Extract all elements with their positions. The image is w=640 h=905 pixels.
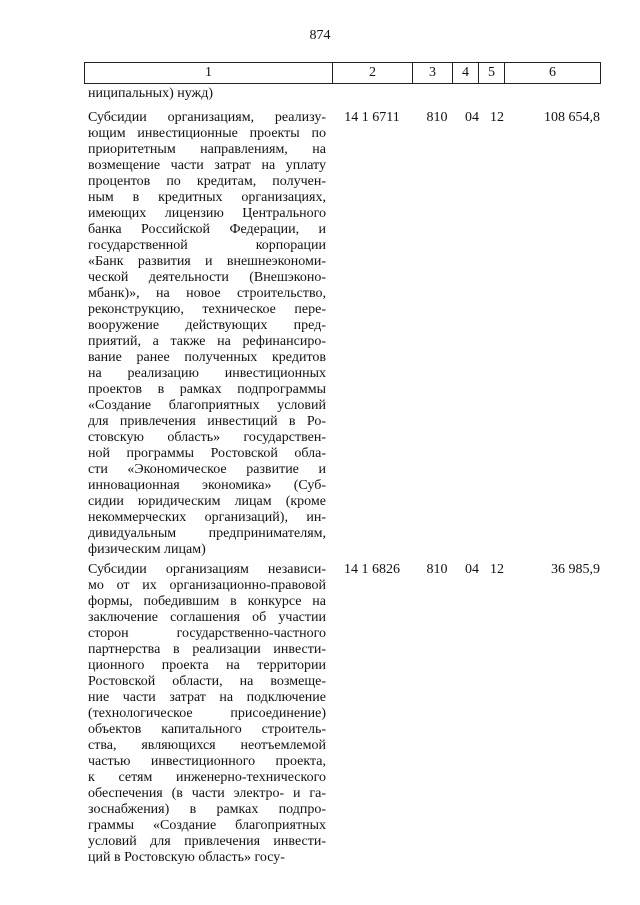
row-col5: 12 — [490, 562, 504, 577]
description-line: физическим лицам) — [88, 542, 206, 557]
description-line: стовскую область» государствен- — [88, 430, 326, 445]
description-line: ным в кредитных организациях, — [88, 190, 326, 205]
row-col3: 810 — [426, 110, 448, 125]
description-line: ционного проекта на территории — [88, 658, 326, 673]
description-line: партнерства в реализации инвести- — [88, 642, 326, 657]
description-line: Субсидии организациям, реализу- — [88, 110, 326, 125]
budget-table-body — [84, 86, 604, 866]
row-description-text — [88, 110, 326, 558]
description-line: (технологическое присоединение) — [88, 706, 326, 721]
continuation-text: ниципальных) нужд) — [88, 86, 213, 101]
description-line: возмещение части затрат на уплату — [88, 158, 326, 173]
description-line: к сетям инженерно-технического — [88, 770, 326, 785]
description-line: вооружение действующих пред- — [88, 318, 326, 333]
column-header-table — [84, 62, 601, 84]
description-line: объектов капитального строитель- — [88, 722, 326, 737]
description-line: «Создание благоприятных условий — [88, 398, 326, 413]
column-header-3: 3 — [413, 63, 453, 84]
description-line: дивидуальным предпринимателям, — [88, 526, 326, 541]
row-description — [84, 562, 326, 866]
description-line: «Банк развития и внешнеэкономи- — [88, 254, 326, 269]
row-col5: 12 — [490, 110, 504, 125]
row-amount: 36 985,9 — [551, 562, 600, 577]
description-line: сидии юридическим лицам (кроме — [88, 494, 326, 509]
description-line: мо от их организационно-правовой — [88, 578, 326, 593]
description-line: сторон государственно-частного — [88, 626, 326, 641]
row-code: 14 1 6826 — [344, 562, 400, 577]
description-line: имеющих лицензию Центрального — [88, 206, 326, 221]
description-line: частью инвестиционного проекта, — [88, 754, 326, 769]
description-line: процентов по кредитам, получен- — [88, 174, 326, 189]
description-line: приоритетным направлениям, на — [88, 142, 326, 157]
row-col3: 810 — [426, 562, 448, 577]
description-line: ций в Ростовскую область» госу- — [88, 850, 285, 865]
column-header-row — [85, 63, 601, 84]
column-header-5: 5 — [479, 63, 505, 84]
description-line: некоммерческих организаций), ин- — [88, 510, 326, 525]
row-col4: 04 — [465, 562, 479, 577]
page-number: 874 — [309, 28, 331, 43]
continuation-row — [84, 86, 604, 106]
description-line: государственной корпорации — [88, 238, 326, 253]
description-line: инновационная экономика» (Суб- — [88, 478, 326, 493]
description-line: для привлечения инвестиций в Ро- — [88, 414, 326, 429]
description-line: ства, являющихся неотъемлемой — [88, 738, 326, 753]
description-line: ческой деятельности (Внешэконо- — [88, 270, 326, 285]
row-description — [84, 110, 326, 558]
description-line: Субсидии организациям независи- — [88, 562, 326, 577]
row-description-text — [88, 562, 326, 866]
description-line: приятий, а также на рефинансиро- — [88, 334, 326, 349]
column-header-6: 6 — [505, 63, 601, 84]
description-line: обеспечения (в части электро- и га- — [88, 786, 326, 801]
description-line: условий для привлечения инвести- — [88, 834, 326, 849]
description-line: формы, победившим в конкурсе на — [88, 594, 326, 609]
description-line: вание ранее полученных кредитов — [88, 350, 326, 365]
column-header-1: 1 — [85, 63, 333, 84]
description-line: реконструкцию, техническое пере- — [88, 302, 326, 317]
description-line: граммы «Создание благоприятных — [88, 818, 326, 833]
row-amount: 108 654,8 — [544, 110, 600, 125]
description-line: ние части затрат на подключение — [88, 690, 326, 705]
description-line: банка Российской Федерации, и — [88, 222, 326, 237]
description-line: мбанк)», на новое строительство, — [88, 286, 326, 301]
table-row — [84, 110, 604, 562]
table-row — [84, 562, 604, 866]
column-header-4: 4 — [453, 63, 479, 84]
row-col4: 04 — [465, 110, 479, 125]
description-line: ной программы Ростовской обла- — [88, 446, 326, 461]
description-line: проектов в рамках подпрограммы — [88, 382, 326, 397]
description-line: Ростовской области, на возмеще- — [88, 674, 326, 689]
description-line: сти «Экономическое развитие и — [88, 462, 326, 477]
column-header-2: 2 — [333, 63, 413, 84]
description-line: ющим инвестиционные проекты по — [88, 126, 326, 141]
row-code: 14 1 6711 — [344, 110, 400, 125]
description-line: на реализацию инвестиционных — [88, 366, 326, 381]
description-line: зоснабжения) в рамках подпро- — [88, 802, 326, 817]
description-line: заключение соглашения об участии — [88, 610, 326, 625]
